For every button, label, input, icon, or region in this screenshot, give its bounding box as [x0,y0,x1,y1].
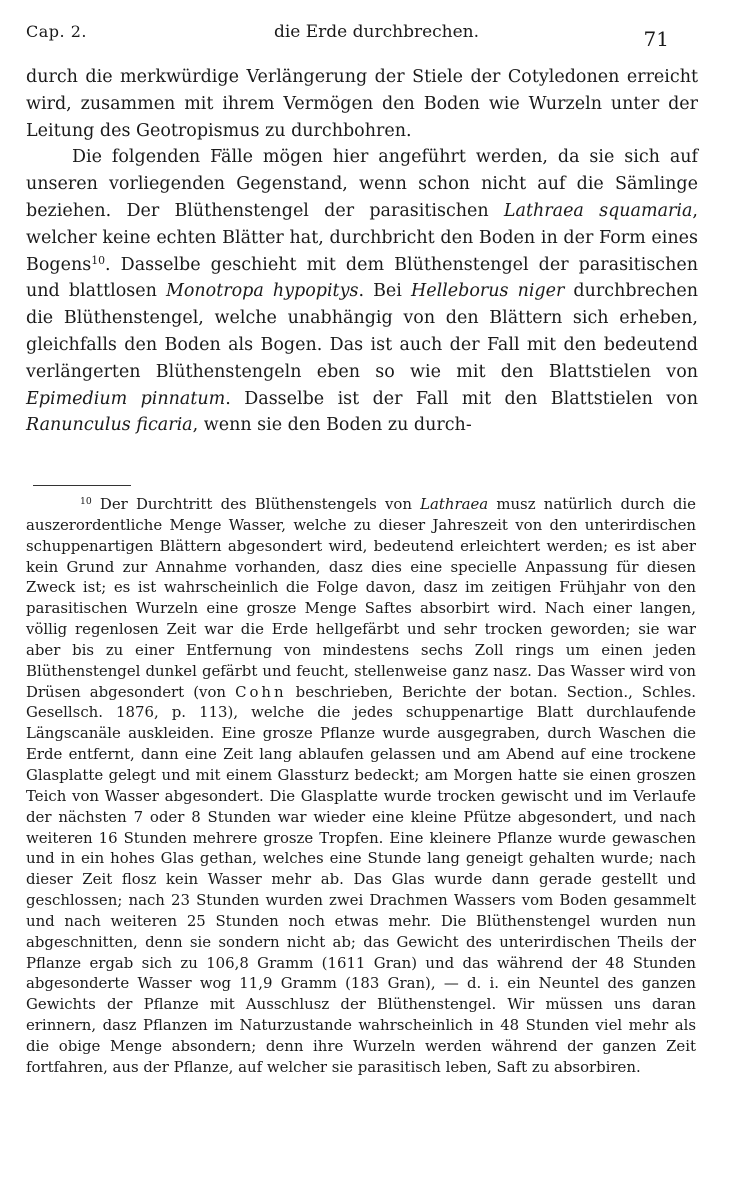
paragraph-1: durch die merkwürdige Verlängerung der Stiele der Cotyledonen erreicht wird, zusammen mit ihrem Vermögen den Boden wie Wurzeln unter der Leitung des Geotropismus zu durchbohren. [26,67,698,141]
paragraph-2 [26,144,698,439]
species-monotropa-hypopitys: Monotropa hypopitys [165,281,359,302]
main-text [26,64,698,439]
paragraph-2-text-2: , welcher keine echten Blätter hat, durchbricht den Boden in der Form eines Bogens [26,200,698,275]
species-lathraea-squamaria: Lathraea squamaria [503,200,693,221]
page-header [26,18,707,58]
footnote-10 [26,494,696,1078]
footnote-genus-lathraea: Lathraea [420,495,489,513]
footnote-text-1: Der Durchtritt des Blüthenstengels von [91,495,421,513]
author-name-cohn: Cohn [235,682,287,701]
species-epimedium-pinnatum: Epimedium pinnatum [26,388,226,409]
species-ranunculus-ficaria: Ranunculus ficaria [26,415,193,436]
footnote-divider [33,485,131,486]
footnote-number: 10 [80,495,92,507]
paragraph-2-text-5: durchbrechen die Blüthenstengel, welche unabhängig von den Blättern sich erheben, gleichfalls den Boden als Bogen. Das ist auch der Fall mit den bedeutend verlängerten Blüthenstengeln eben so wie mit den Blattstielen von [26,281,698,382]
chapter-label: Cap. 2. [26,22,87,41]
footnote-text-2: musz natürlich durch die auszerordentliche Menge Wasser, welche zu dieser Jahreszeit von den unterirdischen schuppenartigen Blättern abgesondert wird, bedeutend erleichtert werden; es ist aber kein Grund zur Annahme vorhanden, dasz dies eine specielle Anpassung für diesen Zweck ist; es ist wahrscheinlich die Folge davon, dasz im zeitigen Frühjahr von den parasitischen Wurzeln eine grosze Menge Saftes absorbirt wird. Nach einer langen, völlig regenlosen Zeit war die Erde hellgefärbt und sehr trocken geworden; sie war aber bis zu einer Entfernung von mindestens sechs Zoll rings um einen jeden Blüthenstengel dunkel gefärbt und feucht, stellenweise ganz nasz. Das Wasser wird von Drüsen abgesondert (von [26,495,696,701]
species-helleborus-niger: Helleborus niger [410,281,565,302]
paragraph-2-text-7: , wenn sie den Boden zu durch- [192,415,472,436]
page-number: 71 [643,27,669,51]
paragraph-2-text-4: . Bei [358,281,411,302]
paragraph-2-text-3: . Dasselbe geschieht mit dem Blüthenstengel der parasitischen und blattlosen [26,254,698,302]
footnote-text-3: beschrieben, Berichte der botan. Section., Schles. Gesellsch. 1876, p. 113), welche die jedes schuppenartige Blatt durchlaufende Längscanäle auskleiden. Eine grosze Pflanze wurde ausgegraben, durch Waschen die Erde entfernt, dann eine Zeit lang ablaufen gelassen und am Abend auf eine trockene Glasplatte gelegt und mit einem Glassturz bedeckt; am Morgen hatte sie einen groszen Teich von Wasser abgesondert. Die Glasplatte wurde trocken gewischt und im Verlaufe der nächsten 7 oder 8 Stunden war wieder eine kleine Pfütze abgesondert, und nach weiteren 16 Stunden mehrere grosze Tropfen. Eine kleinere Pflanze wurde gewaschen und in ein hohes Glas gethan, welches eine Stunde lang geneigt gehalten wurde; nach dieser Zeit flosz kein Wasser mehr ab. Das Glas wurde dann gerade gestellt und geschlossen; nach 23 Stunden wurden zwei Drachmen Wassers vom Boden gesammelt und nach weiteren 25 Stunden noch etwas mehr. Die Blüthenstengel wurden nun abgeschnitten, denn sie sondern nicht ab; das Gewicht des unterirdischen Theils der Pflanze ergab sich zu 106,8 Gramm (1611 Gran) und das während der 48 Stunden abgesonderte Wasser wog 11,9 Gramm (183 Gran), — d. i. ein Neuntel des ganzen Gewichts der Pflanze mit Ausschlusz der Blüthenstengel. Wir müssen uns daran erinnern, dasz Pflanzen im Naturzustande wahrscheinlich in 48 Stunden viel mehr als die obige Menge absondern; denn ihre Wurzeln werden während der ganzen Zeit fortfahren, aus der Pflanze, auf welcher sie parasitisch leben, Saft zu absorbiren. [26,682,696,1076]
running-title: die Erde durchbrechen. [273,22,480,42]
footnote-reference[interactable]: 10 [91,253,106,267]
paragraph-2-text-6: . Dasselbe ist der Fall mit den Blattstielen von [225,388,698,409]
paragraph-2-text-1: Die folgenden Fälle mögen hier angeführt werden, da sie sich auf unseren vorliegenden Gegenstand, wenn schon nicht auf die Sämlinge beziehen. Der Blüthenstengel der parasitischen [26,147,698,221]
